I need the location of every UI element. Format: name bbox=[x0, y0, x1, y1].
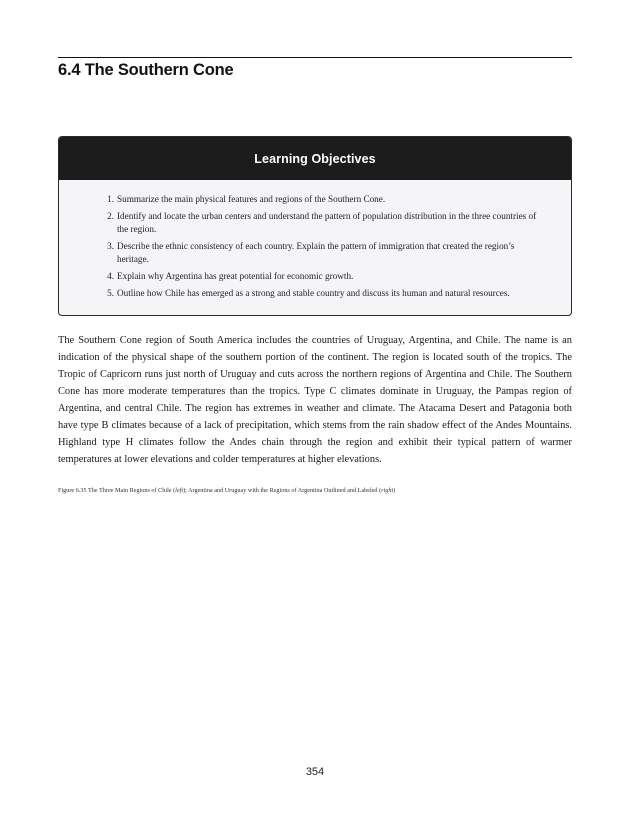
objective-number: 4. bbox=[107, 271, 114, 281]
objective-item bbox=[59, 287, 571, 300]
objective-number: 1. bbox=[107, 194, 114, 204]
objective-text: Describe the ethnic consistency of each country. Explain the pattern of immigration that created the region’s heritage. bbox=[117, 241, 515, 264]
top-rule bbox=[58, 57, 572, 58]
learning-objectives-heading: Learning Objectives bbox=[254, 151, 376, 166]
objective-text: Outline how Chile has emerged as a strong and stable country and discuss its human and natural resources. bbox=[117, 288, 510, 298]
caption-text: ) bbox=[393, 487, 396, 494]
objective-text: Identify and locate the urban centers and understand the pattern of population distribution in the three countries of the region. bbox=[117, 211, 537, 234]
objective-text: Summarize the main physical features and regions of the Southern Cone. bbox=[117, 194, 386, 204]
objective-number: 5. bbox=[107, 288, 114, 298]
objective-number: 2. bbox=[107, 211, 114, 221]
objective-item bbox=[59, 193, 571, 206]
learning-objectives-box bbox=[58, 136, 572, 316]
page-number: 354 bbox=[305, 766, 325, 778]
figure-caption bbox=[58, 486, 395, 495]
objective-item bbox=[59, 270, 571, 283]
caption-text: Figure 6.35 The Three Main Regions of Chile ( bbox=[58, 487, 176, 494]
objective-number: 3. bbox=[107, 241, 114, 251]
caption-italic-right: right bbox=[381, 487, 394, 494]
section-title: 6.4 The Southern Cone bbox=[58, 61, 234, 79]
objective-text: Explain why Argentina has great potential for economic growth. bbox=[117, 271, 354, 281]
learning-objectives-list bbox=[59, 193, 571, 304]
objective-item bbox=[59, 240, 571, 266]
objective-item bbox=[59, 210, 571, 236]
body-paragraph: The Southern Cone region of South America includes the countries of Uruguay, Argentina, and Chile. The name is an indication of the physical shape of the southern portion of the continent. The region is located south of the tropics. The Tropic of Capricorn runs just north of Uruguay and cuts across the northern regions of Argentina and Chile. The Southern Cone has more moderate temperatures than the tropics. Type C climates dominate in Uruguay, the Pampas region of Argentina, and central Chile. The region has extremes in weather and climate. The Atacama Desert and Patagonia both have type B climates because of a lack of precipitation, which stems from the rain shadow effect of the Andes Mountains. Highland type H climates follow the Andes chain through the region and exhibit their typical pattern of warmer temperatures at lower elevations and colder temperatures at higher elevations. bbox=[58, 335, 572, 465]
caption-italic-left: left bbox=[175, 487, 184, 494]
learning-objectives-header bbox=[59, 137, 571, 180]
caption-text: ); Argentina and Uruguay with the Regions of Argentina Outlined and Labeled ( bbox=[183, 487, 382, 494]
